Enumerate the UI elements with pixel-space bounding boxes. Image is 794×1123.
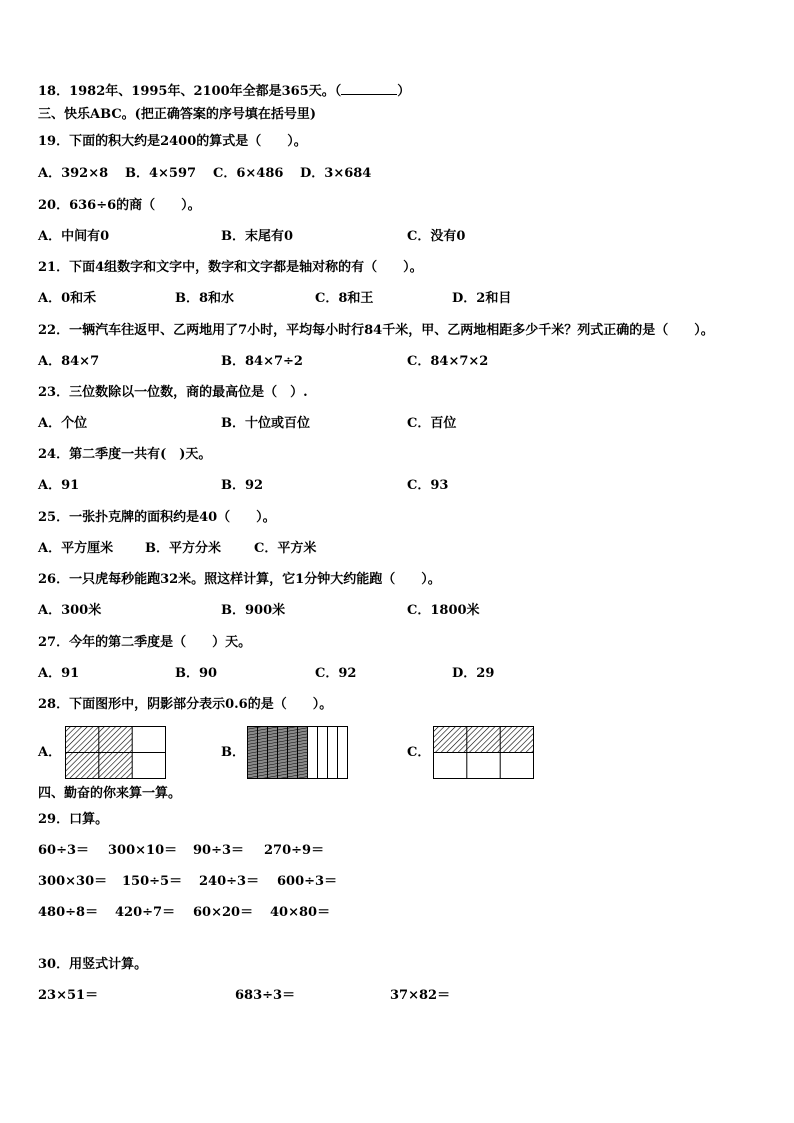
q28-label-c[interactable]: C． — [407, 745, 431, 760]
q29-item: 150÷5＝ — [122, 874, 183, 889]
q19-option-b[interactable]: B．4×597 — [125, 166, 197, 181]
q28-label-a[interactable]: A． — [38, 745, 62, 760]
q20-option-a[interactable]: A．中间有0 — [38, 229, 110, 244]
q29-item: 270÷9＝ — [264, 843, 325, 858]
q24-option-b[interactable]: B．92 — [221, 478, 264, 493]
q30-item: 37×82＝ — [390, 988, 451, 1003]
q30-item: 683÷3＝ — [235, 988, 296, 1003]
q29-stem: 29．口算。 — [38, 812, 109, 827]
q21-option-c[interactable]: C．8和王 — [315, 291, 374, 306]
q22-stem: 22．一辆汽车往返甲、乙两地用了7小时，平均每小时行84千米，甲、乙两地相距多少千米？列式正确的是（ ）。 — [38, 323, 714, 338]
q22-option-c[interactable]: C．84×7×2 — [407, 354, 489, 369]
q28-figure-c[interactable] — [433, 726, 534, 779]
q21-option-d[interactable]: D．2和目 — [452, 291, 512, 306]
q29-item: 60×20＝ — [193, 905, 254, 920]
q18-close: ） — [397, 84, 411, 99]
q30-item: 23×51＝ — [38, 988, 99, 1003]
q29-item: 480÷8＝ — [38, 905, 99, 920]
q23-option-c[interactable]: C．百位 — [407, 416, 457, 431]
q21-option-b[interactable]: B．8和水 — [175, 291, 235, 306]
q24-stem: 24．第二季度一共有( )天。 — [38, 447, 212, 462]
q18-line — [38, 83, 410, 100]
q19-stem: 19．下面的积大约是2400的算式是（ ）。 — [38, 134, 307, 149]
q28-figure-b[interactable] — [247, 726, 348, 779]
q26-option-b[interactable]: B．900米 — [221, 603, 286, 618]
q25-stem: 25．一张扑克牌的面积约是40（ ）。 — [38, 510, 276, 525]
q20-option-b[interactable]: B．末尾有0 — [221, 229, 294, 244]
q29-item: 90÷3＝ — [193, 843, 245, 858]
q23-stem: 23．三位数除以一位数，商的最高位是（ ）. — [38, 385, 308, 400]
q27-option-a[interactable]: A．91 — [38, 666, 80, 681]
q26-option-a[interactable]: A．300米 — [38, 603, 102, 618]
q25-option-c[interactable]: C．平方米 — [254, 541, 317, 556]
section3-title: 三、快乐ABC。(把正确答案的序号填在括号里) — [38, 107, 316, 122]
q22-option-b[interactable]: B．84×7÷2 — [221, 354, 303, 369]
q21-stem: 21．下面4组数字和文字中，数字和文字都是轴对称的有（ ）。 — [38, 260, 423, 275]
q29-item: 600÷3＝ — [277, 874, 338, 889]
q28-label-b[interactable]: B． — [221, 745, 245, 760]
q25-option-a[interactable]: A．平方厘米 — [38, 541, 114, 556]
q20-stem: 20．636÷6的商（ ）。 — [38, 198, 201, 213]
q27-stem: 27．今年的第二季度是（ ）天。 — [38, 635, 252, 650]
q23-option-a[interactable]: A．个位 — [38, 416, 88, 431]
q21-option-a[interactable]: A．0和禾 — [38, 291, 97, 306]
q29-item: 300×10＝ — [108, 843, 178, 858]
q29-item: 60÷3＝ — [38, 843, 90, 858]
q28-stem: 28．下面图形中，阴影部分表示0.6的是（ ）。 — [38, 697, 333, 712]
q18-answer-blank[interactable] — [341, 83, 397, 95]
q22-option-a[interactable]: A．84×7 — [38, 354, 100, 369]
section4-title: 四、勤奋的你来算一算。 — [38, 786, 182, 801]
q26-option-c[interactable]: C．1800米 — [407, 603, 480, 618]
q19-option-d[interactable]: D．3×684 — [300, 166, 372, 181]
q29-item: 420÷7＝ — [115, 905, 176, 920]
q29-item: 40×80＝ — [270, 905, 331, 920]
q24-option-c[interactable]: C．93 — [407, 478, 449, 493]
q27-option-d[interactable]: D．29 — [452, 666, 495, 681]
q25-option-b[interactable]: B．平方分米 — [145, 541, 221, 556]
q19-option-c[interactable]: C．6×486 — [213, 166, 284, 181]
q23-option-b[interactable]: B．十位或百位 — [221, 416, 310, 431]
q18-text: 18．1982年、1995年、2100年全都是365天。（ — [38, 84, 342, 99]
q27-option-c[interactable]: C．92 — [315, 666, 357, 681]
q30-stem: 30．用竖式计算。 — [38, 957, 148, 972]
q29-item: 240÷3＝ — [199, 874, 260, 889]
q29-item: 300×30＝ — [38, 874, 108, 889]
q28-figure-a[interactable] — [65, 726, 166, 779]
q24-option-a[interactable]: A．91 — [38, 478, 80, 493]
q27-option-b[interactable]: B．90 — [175, 666, 218, 681]
q26-stem: 26．一只虎每秒能跑32米。照这样计算，它1分钟大约能跑（ ）。 — [38, 572, 441, 587]
q20-option-c[interactable]: C．没有0 — [407, 229, 466, 244]
q19-option-a[interactable]: A．392×8 — [38, 166, 109, 181]
